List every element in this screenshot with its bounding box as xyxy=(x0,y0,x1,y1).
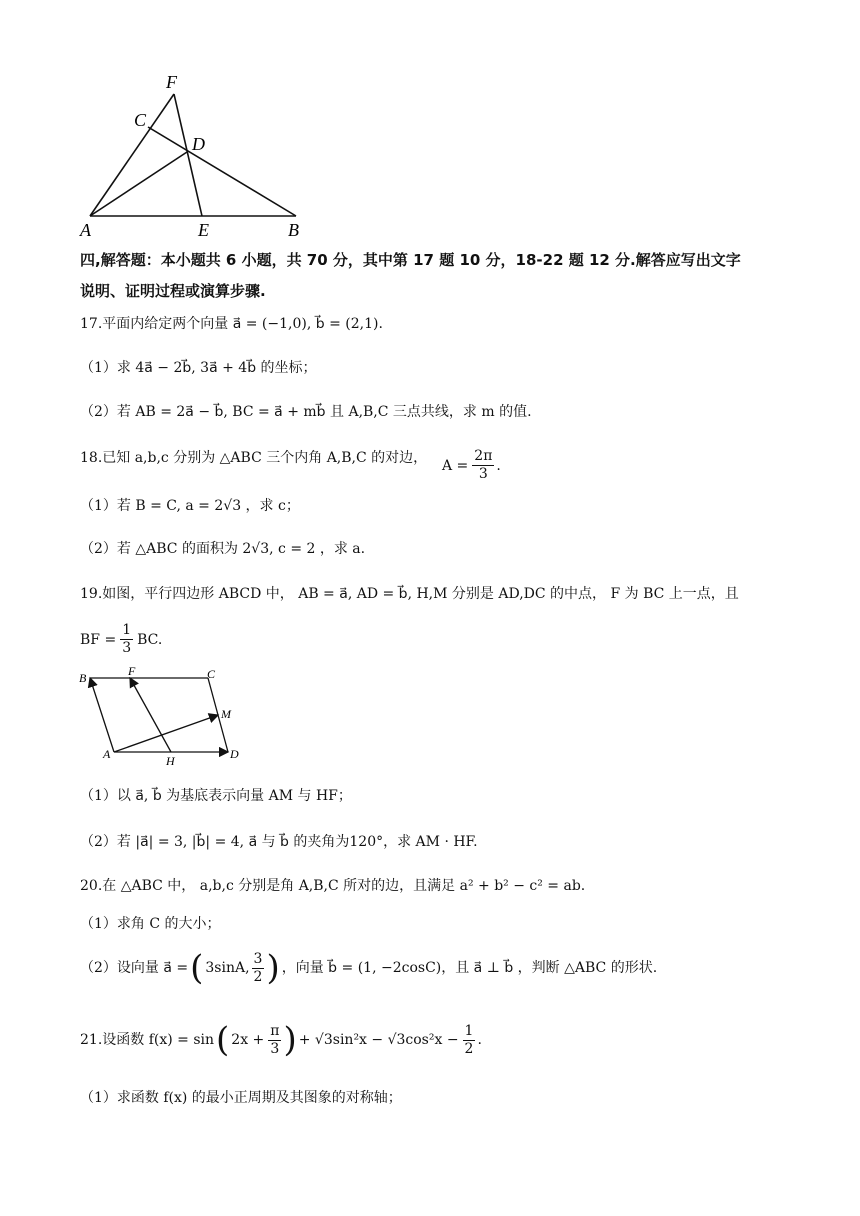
q21-stem-tail: + √3sin²x − √3cos²x − xyxy=(298,1032,459,1048)
q19-bf xyxy=(80,622,162,657)
triangle-figure xyxy=(78,70,318,240)
q18-frac-den: 3 xyxy=(478,466,488,482)
q18-stem xyxy=(80,448,427,468)
q21-stem-lead: 21.设函数 f(x) = sin xyxy=(80,1032,215,1048)
q19-stem: 19.如图，平行四边形 ABCD 中， AB = a⃗, AD = b⃗, H,M 分别是 AD,DC 的中点， F 为 BC 上一点，且 xyxy=(80,586,739,602)
q18-part1: （1）若 B = C, a = 2√3 ，求 c； xyxy=(80,498,300,514)
q19-frac-num: 1 xyxy=(122,622,132,638)
q18-angle-A: A = $\frac{2\pi}{3}$ . xyxy=(442,448,501,482)
q20-p2-lead: （2）设向量 a⃗ = xyxy=(80,960,189,976)
q19-bf-label: BF = xyxy=(80,631,117,648)
label-D: D xyxy=(192,134,205,154)
q17-part2: （2）若 AB = 2a⃗ − b⃗, BC = a⃗ + mb⃗ 且 A,B,C 三点共线，求 m 的值. xyxy=(80,404,532,420)
p-label-F: F xyxy=(128,666,136,678)
q20-frac-den: 2 xyxy=(253,968,263,985)
label-E: E xyxy=(198,220,209,240)
q18-fraction xyxy=(472,448,494,483)
p-label-D: D xyxy=(230,747,239,761)
label-C: C xyxy=(134,110,147,130)
label-B: B xyxy=(288,220,299,240)
section-heading-line2: 说明、证明过程或演算步骤. xyxy=(80,282,266,300)
section-heading-line1: 四,解答题：本小题共 6 小题，共 70 分，其中第 17 题 10 分，18-22 题 12 分.解答应写出文字 xyxy=(80,251,741,269)
q21-pi-fraction xyxy=(268,1023,281,1058)
p-label-C: C xyxy=(207,667,216,681)
q19-part1: （1）以 a⃗, b⃗ 为基底表示向量 AM 与 HF； xyxy=(80,788,352,804)
q19-fraction xyxy=(120,622,133,657)
q18-frac-num: 2π xyxy=(474,448,493,464)
q21-half-fraction xyxy=(463,1023,476,1058)
q18-A-label: A = xyxy=(442,457,469,474)
q19-frac-den: 3 xyxy=(122,640,132,656)
q19-part2: （2）若 |a⃗| = 3, |b⃗| = 4, a⃗ 与 b⃗ 的夹角为120°，求 AM · HF. xyxy=(80,834,478,850)
q21-stem: 21.设函数 f(x) = sin ( 2x + $\frac{\pi}{3}$ ) + √3sin²x − √3cos²x − $\frac{1}{2}$ . xyxy=(80,1020,482,1060)
q20-part1: （1）求角 C 的大小； xyxy=(80,916,221,932)
q20-p2-vec: 3sinA, xyxy=(205,960,250,976)
p-label-H: H xyxy=(166,754,175,768)
q20-part2: （2）设向量 a⃗ = ( 3sinA, $\frac{3}{2}$ ) ，向量 b⃗ = (1, −2cosC)，且 a⃗ ⊥ b⃗ ，判断 △ABC 的形状. xyxy=(80,948,658,988)
q21-pi-den: 3 xyxy=(270,1040,280,1057)
p-label-A: A xyxy=(103,747,111,761)
label-A: A xyxy=(80,220,91,240)
q20-p2-tail: ，向量 b⃗ = (1, −2cosC)，且 a⃗ ⊥ b⃗ ，判断 △ABC 的形状. xyxy=(281,960,658,976)
q21-inner: 2x + xyxy=(231,1032,265,1048)
parallelogram-figure xyxy=(72,666,252,768)
q17-stem: 17.平面内给定两个向量 a⃗ = (−1,0), b⃗ = (2,1). xyxy=(80,316,383,332)
q20-stem: 20.在 △ABC 中， a,b,c 分别是角 A,B,C 所对的边，且满足 a² + b² − c² = ab. xyxy=(80,878,586,894)
q21-part1: （1）求函数 f(x) 的最小正周期及其图象的对称轴； xyxy=(80,1090,402,1106)
q20-frac-num: 3 xyxy=(253,950,263,967)
q21-pi-num: π xyxy=(270,1022,280,1039)
label-F: F xyxy=(166,72,177,92)
q20-fraction xyxy=(252,951,265,986)
p-label-B: B xyxy=(79,671,87,685)
q18-part2: （2）若 △ABC 的面积为 2√3, c = 2 ，求 a. xyxy=(80,541,366,557)
q21-half-den: 2 xyxy=(464,1040,474,1057)
p-label-M: M xyxy=(221,707,231,721)
q17-part1: （1）求 4a⃗ − 2b⃗, 3a⃗ + 4b⃗ 的坐标； xyxy=(80,360,317,376)
q18-stem-text: 18.已知 a,b,c 分别为 △ABC 三个内角 A,B,C 的对边， xyxy=(80,450,428,466)
q21-half-num: 1 xyxy=(464,1022,474,1039)
q19-bc: BC. xyxy=(137,631,163,648)
